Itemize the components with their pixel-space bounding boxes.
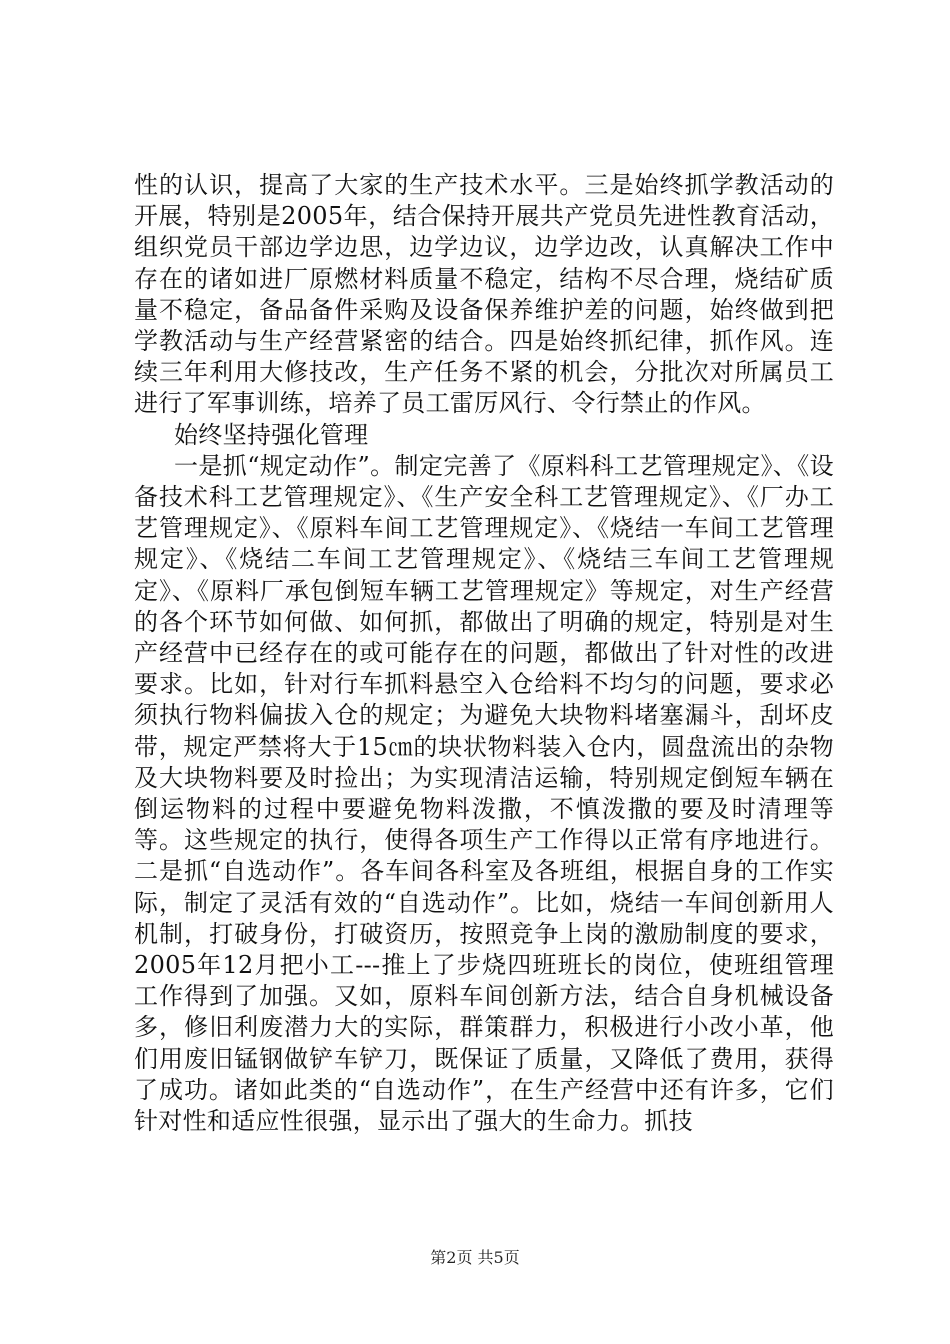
paragraph-management: 一是抓“规定动作”。制定完善了《原料科工艺管理规定》、《设备技术科工艺管理规定》、《生产安全科工艺管理规定》、《厂办工艺管理规定》、《原料车间工艺管理规定》、《烧结一车间工艺管理规定》、《烧结二车间工艺管理规定》、《烧结三车间工艺管理规定》、《原料厂承包倒短车辆工艺管理规定》等规定，对生产经营的各个环节如何做、如何抓，都做出了明确的规定，特别是对生产经营中已经存在的或可能存在的问题，都做出了针对性的改进要求。比如，针对行车抓料悬空入仓给料不均匀的问题，要求必须执行物料偏拔入仓的规定；为避免大块物料堵塞漏斗，刮坏皮带，规定严禁将大于15㎝的块状物料装入仓内，圆盘流出的杂物及大块物料要及时捡出；为实现清洁运输，特别规定倒短车辆在倒运物料的过程中要避免物料泼撒，不慎泼撒的要及时清理等等。这些规定的执行，使得各项生产工作得以正常有序地进行。二是抓“自选动作”。各车间各科室及各班组，根据自身的工作实际，制定了灵活有效的“自选动作”。比如，烧结一车间创新用人机制，打破身份，打破资历，按照竞争上岗的激励制度的要求，2005年12月把小工---推上了步烧四班班长的岗位，使班组管理工作得到了加强。又如，原料车间创新方法，结合自身机械设备多，修旧利废潜力大的实际，群策群力，积极进行小改小革，他们用废旧锰钢做铲车铲刀，既保证了质量，又降低了费用，获得了成功。诸如此类的“自选动作”，在生产经营中还有许多，它们针对性和适应性很强，显示出了强大的生命力。抓技 bbox=[134, 451, 834, 1136]
section-heading: 始终坚持强化管理 bbox=[174, 420, 369, 449]
paragraph-continuation: 性的认识，提高了大家的生产技术水平。三是始终抓学教活动的开展，特别是2005年，结合保持开展共产党员先进性教育活动，组织党员干部边学边思，边学边议，边学边改，认真解决工作中存在的诸如进厂原燃材料质量不稳定，结构不尽合理，烧结矿质量不稳定，备品备件采购及设备保养维护差的问题，始终做到把学教活动与生产经营紧密的结合。四是始终抓纪律，抓作风。连续三年利用大修技改，生产任务不紧的机会，分批次对所属员工进行了军事训练，培养了员工雷厉风行、令行禁止的作风。 bbox=[134, 171, 834, 418]
document-body bbox=[134, 170, 834, 1137]
page-footer: 第2页 共5页 bbox=[430, 1248, 520, 1267]
